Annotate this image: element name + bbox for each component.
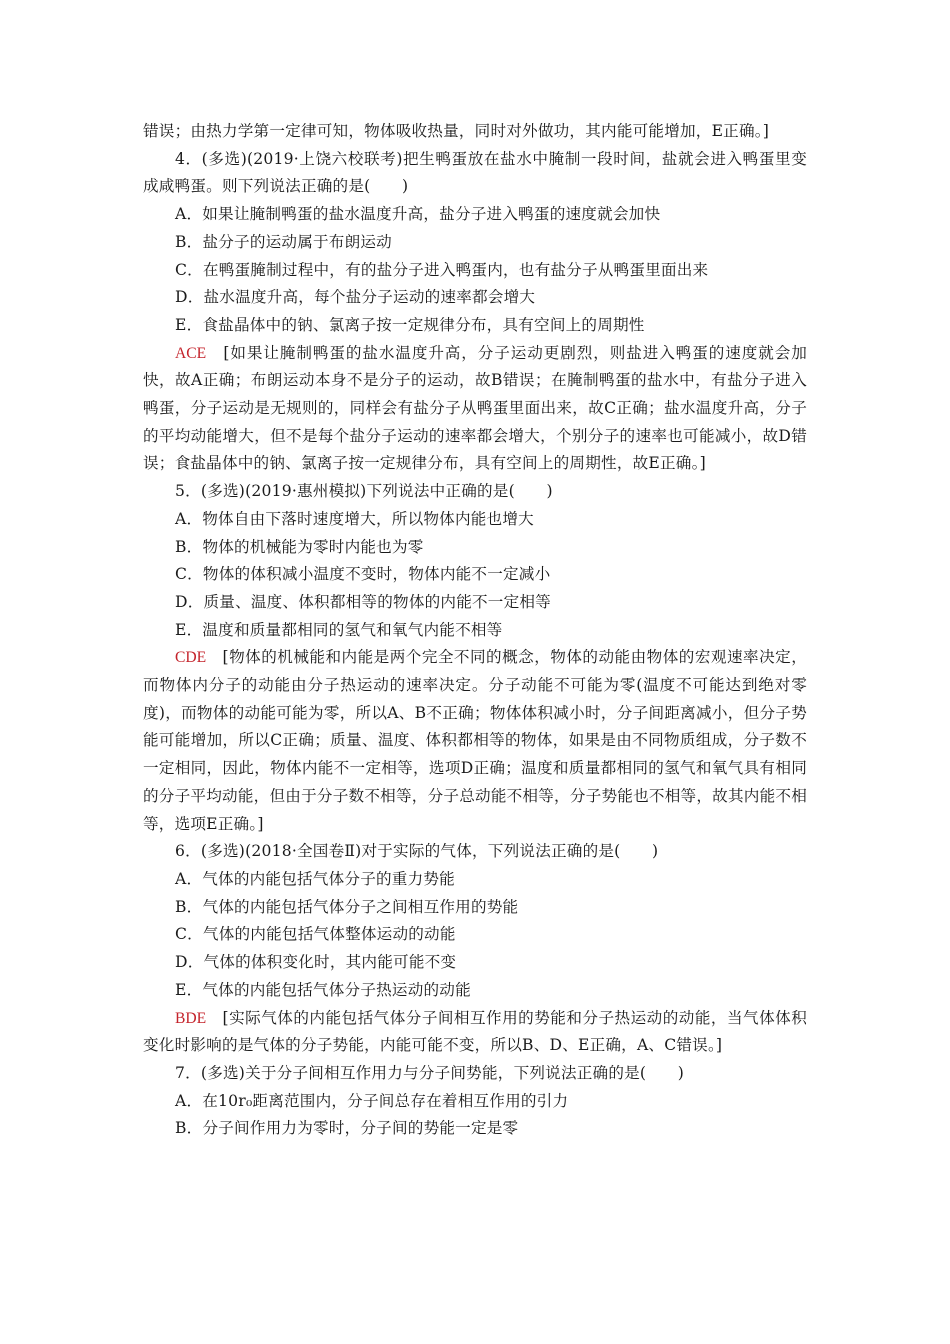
question-stem: 4．(多选)(2019·上饶六校联考)把生鸭蛋放在盐水中腌制一段时间，盐就会进入鸭蛋里变成咸鸭蛋。则下列说法正确的是( ) [143,149,807,196]
question-4 [143,146,807,478]
option-d: D．质量、温度、体积都相等的物体的内能不一定相等 [175,592,551,611]
option-b: B．盐分子的运动属于布朗运动 [175,232,392,251]
explanation-text: [如果让腌制鸭蛋的盐水温度升高，分子运动更剧烈，则盐进入鸭蛋的速度就会加快，故A正确；布朗运动本身不是分子的运动，故B错误；在腌制鸭蛋的盐水中，有盐分子进入鸭蛋，分子运动是无规则的，同样会有盐分子从鸭蛋里面出来，故C正确；盐水温度升高，分子的平均动能增大，但不是每个盐分子运动的速率都会增大，个别分子的速率也可能减小，故D错误；食盐晶体中的钠、氯离子按一定规律分布，具有空间上的周期性，故E正确。] [143,343,807,473]
explanation-text: [物体的机械能和内能是两个完全不同的概念，物体的动能由物体的宏观速率决定，而物体内分子的动能由分子热运动的速率决定。分子动能不可能为零(温度不可能达到绝对零度)，而物体的动能可能为零，所以A、B不正确；物体体积减小时，分子间距离减小，但分子势能可能增加，所以C正确；质量、温度、体积都相等的物体，如果是由不同物质组成，分子数不一定相同，因此，物体内能不一定相等，选项D正确；温度和质量都相同的氢气和氧气具有相同的分子平均动能，但由于分子数不相等，分子总动能不相等，分子势能也不相等，故其内能不相等，选项E正确。] [143,648,808,833]
question-7 [143,1060,807,1143]
question-stem: 7．(多选)关于分子间相互作用力与分子间势能，下列说法正确的是( ) [175,1063,685,1082]
question-5 [143,478,807,838]
option-a: A．如果让腌制鸭蛋的盐水温度升高，盐分子进入鸭蛋的速度就会加快 [175,205,661,224]
answer-key: ACE [175,344,207,362]
answer-explanation [143,644,807,838]
option-a: A．物体自由下落时速度增大，所以物体内能也增大 [175,509,534,528]
option-b: B．物体的机械能为零时内能也为零 [175,537,424,556]
option-e: E．气体的内能包括气体分子热运动的动能 [175,980,471,999]
option-a: A．气体的内能包括气体分子的重力势能 [175,869,455,888]
answer-key: CDE [175,649,207,667]
option-b: B．分子间作用力为零时，分子间的势能一定是零 [175,1119,519,1138]
answer-explanation [143,1005,807,1060]
question-stem: 5．(多选)(2019·惠州模拟)下列说法中正确的是( ) [175,482,553,501]
option-b: B．气体的内能包括气体分子之间相互作用的势能 [175,897,519,916]
document-body [143,118,807,1143]
option-c: C．气体的内能包括气体整体运动的动能 [175,925,456,944]
option-e: E．食盐晶体中的钠、氯离子按一定规律分布，具有空间上的周期性 [175,315,645,334]
answer-key: BDE [175,1009,207,1027]
option-a: A．在10r₀距离范围内，分子间总存在着相互作用的引力 [175,1091,569,1110]
question-6 [143,838,807,1060]
option-e: E．温度和质量都相同的氢气和氧气内能不相等 [175,620,503,639]
question-stem: 6．(多选)(2018·全国卷Ⅱ)对于实际的气体，下列说法正确的是( ) [175,842,659,861]
explanation-text: [实际气体的内能包括气体分子间相互作用的势能和分子热运动的动能，当气体体积变化时影响的是气体的分子势能，内能可能不变，所以B、D、E正确，A、C错误。] [143,1008,808,1055]
option-d: D．盐水温度升高，每个盐分子运动的速率都会增大 [175,288,536,307]
continuation-text: 错误；由热力学第一定律可知，物体吸收热量，同时对外做功，其内能可能增加，E正确。] [143,122,770,140]
option-c: C．在鸭蛋腌制过程中，有的盐分子进入鸭蛋内，也有盐分子从鸭蛋里面出来 [175,260,709,279]
option-d: D．气体的体积变化时，其内能可能不变 [175,953,457,972]
answer-explanation [143,340,807,479]
option-c: C．物体的体积减小温度不变时，物体内能不一定减小 [175,565,551,584]
